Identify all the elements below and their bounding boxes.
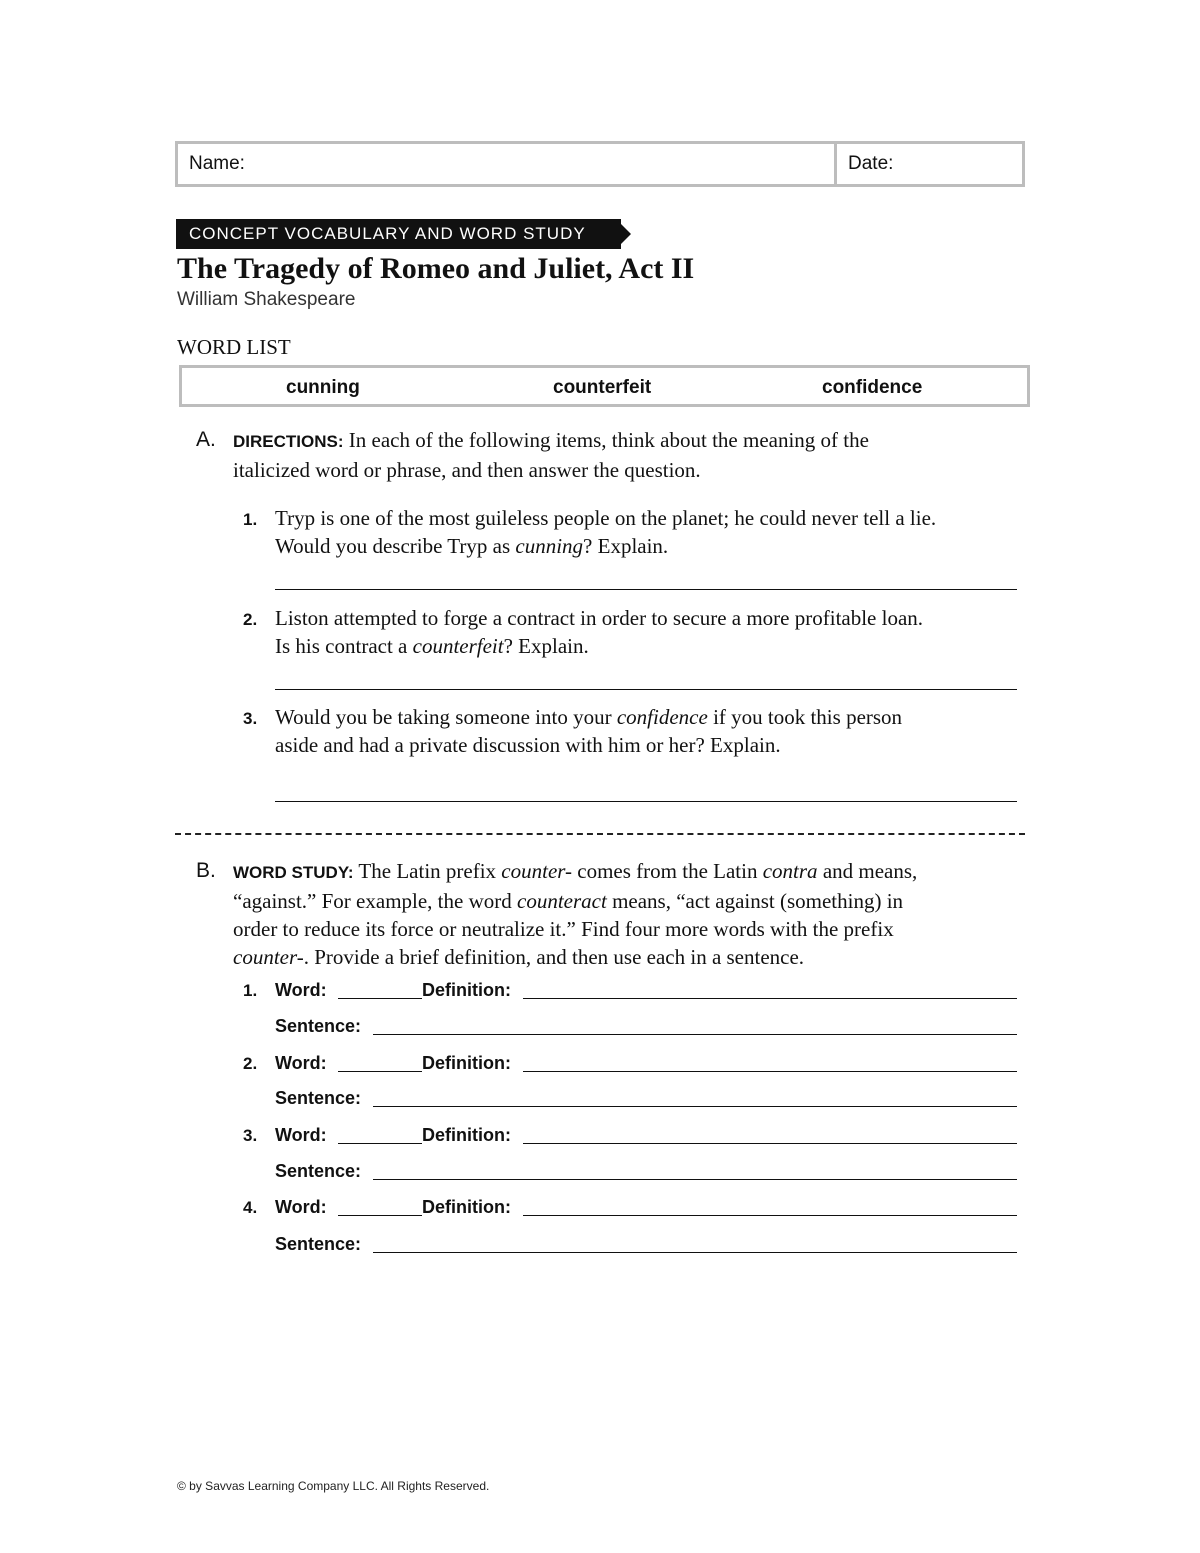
- item-number: 2.: [243, 1054, 258, 1073]
- question-text: ? Explain.: [503, 634, 589, 658]
- definition-label: Definition:: [422, 1197, 511, 1217]
- question-text: if you took this person: [707, 705, 903, 729]
- directions-lead: DIRECTIONS:: [233, 432, 344, 451]
- cut-line: [175, 833, 1025, 835]
- italic-word: cunning: [515, 534, 584, 558]
- name-label: Name:: [189, 153, 245, 174]
- italic-word: counteract: [517, 889, 607, 913]
- definition-blank[interactable]: [523, 1215, 1017, 1216]
- question-text: aside and had a private discussion with him or her? Explain.: [275, 733, 781, 757]
- sentence-label: Sentence:: [275, 1161, 362, 1181]
- word-list-label: WORD LIST: [177, 335, 291, 359]
- banner-arrow-icon: [621, 224, 631, 244]
- item-number: 3.: [243, 709, 258, 728]
- copyright-footer: © by Savvas Learning Company LLC. All Rights Reserved.: [177, 1479, 490, 1493]
- item-number: 2.: [243, 610, 258, 629]
- word-label: Word:: [275, 980, 327, 1000]
- word-list-item: counterfeit: [553, 377, 652, 398]
- question-3: [275, 703, 902, 759]
- item-number: 4.: [243, 1198, 258, 1217]
- question-text: Liston attempted to forge a contract in order to secure a more profitable loan.: [275, 606, 924, 630]
- date-label: Date:: [848, 153, 894, 174]
- question-text: Is his contract a: [275, 634, 413, 658]
- sentence-blank[interactable]: [373, 1252, 1017, 1253]
- sentence-blank[interactable]: [373, 1179, 1017, 1180]
- word-label: Word:: [275, 1053, 327, 1073]
- item-number: 3.: [243, 1126, 258, 1145]
- name-field[interactable]: [178, 144, 837, 184]
- sentence-blank[interactable]: [373, 1106, 1017, 1107]
- sentence-label: Sentence:: [275, 1234, 362, 1254]
- word-list-item: cunning: [286, 377, 360, 398]
- answer-line[interactable]: [275, 689, 1017, 690]
- directions-text: In each of the following items, think about the meaning of the: [343, 428, 869, 452]
- word-study-lead: WORD STUDY:: [233, 863, 354, 882]
- directions-text: order to reduce its force or neutralize it.” Find four more words with the prefix: [233, 917, 894, 941]
- section-banner: CONCEPT VOCABULARY AND WORD STUDY: [176, 219, 621, 249]
- directions-text: and means,: [817, 859, 918, 883]
- section-b-directions: [233, 857, 917, 971]
- word-blank[interactable]: [338, 1143, 422, 1144]
- item-number: 1.: [243, 510, 258, 529]
- directions-text: . Provide a brief definition, and then use each in a sentence.: [303, 945, 805, 969]
- date-field[interactable]: [837, 144, 1022, 184]
- italic-word: counterfeit: [412, 634, 504, 658]
- sentence-blank[interactable]: [373, 1034, 1017, 1035]
- italic-word: contra: [762, 859, 818, 883]
- page-title: The Tragedy of Romeo and Juliet, Act II: [177, 252, 695, 285]
- word-label: Word:: [275, 1197, 327, 1217]
- definition-blank[interactable]: [523, 998, 1017, 999]
- directions-text: comes from the Latin: [572, 859, 763, 883]
- answer-line[interactable]: [275, 801, 1017, 802]
- question-text: Would you describe Tryp as: [275, 534, 516, 558]
- word-list-item: confidence: [822, 377, 923, 398]
- section-a-directions: [233, 426, 869, 484]
- italic-word: counter-: [501, 859, 573, 883]
- directions-text: The Latin prefix: [353, 859, 502, 883]
- word-blank[interactable]: [338, 1071, 422, 1072]
- directions-text: “against.” For example, the word: [233, 889, 517, 913]
- italic-word: confidence: [616, 705, 708, 729]
- definition-label: Definition:: [422, 1125, 511, 1145]
- directions-text: italicized word or phrase, and then answer the question.: [233, 458, 701, 482]
- definition-blank[interactable]: [523, 1071, 1017, 1072]
- question-2: [275, 604, 923, 660]
- word-blank[interactable]: [338, 998, 422, 999]
- definition-label: Definition:: [422, 980, 511, 1000]
- question-text: Would you be taking someone into your: [275, 705, 617, 729]
- answer-line[interactable]: [275, 589, 1017, 590]
- question-text: ? Explain.: [583, 534, 669, 558]
- sentence-label: Sentence:: [275, 1088, 362, 1108]
- name-date-box: [175, 141, 1025, 187]
- sentence-label: Sentence:: [275, 1016, 362, 1036]
- section-a-letter: A.: [196, 428, 216, 451]
- word-list-box: [179, 365, 1030, 407]
- question-text: Tryp is one of the most guileless people on the planet; he could never tell a lie.: [275, 506, 937, 530]
- definition-blank[interactable]: [523, 1143, 1017, 1144]
- question-1: [275, 504, 936, 560]
- word-label: Word:: [275, 1125, 327, 1145]
- item-number: 1.: [243, 981, 258, 1000]
- author: William Shakespeare: [177, 289, 356, 310]
- word-blank[interactable]: [338, 1215, 422, 1216]
- directions-text: means, “act against (something) in: [606, 889, 904, 913]
- section-b-letter: B.: [196, 859, 216, 882]
- definition-label: Definition:: [422, 1053, 511, 1073]
- italic-word: counter-: [233, 945, 304, 969]
